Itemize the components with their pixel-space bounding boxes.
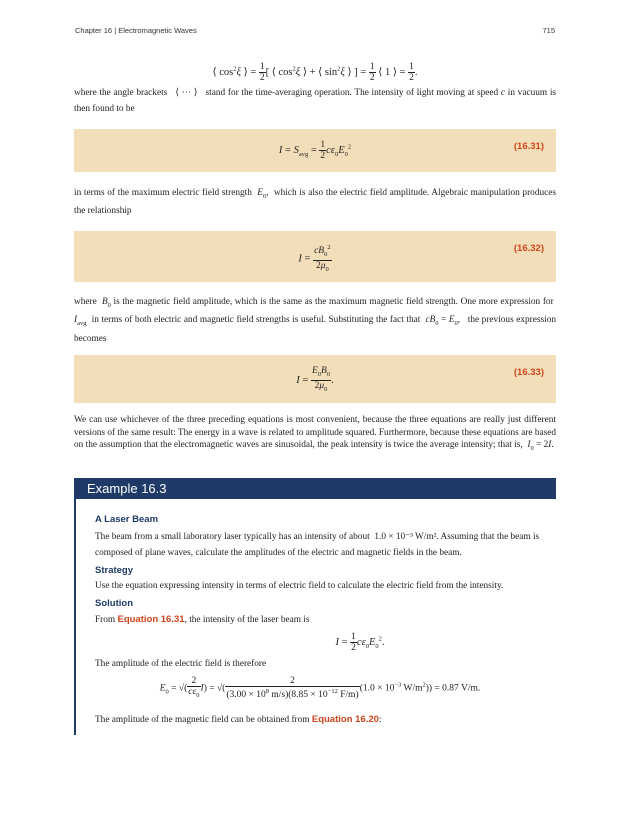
equation-16-20-link[interactable]: Equation 16.20: [311, 714, 379, 725]
amplitude-text: The amplitude of the electric field is therefore: [95, 659, 267, 669]
equation-box-16-31: [74, 129, 556, 172]
page-number: 715: [542, 26, 555, 35]
electric-field-calculation: $E_0$ = √( $\frac{2}{c\varepsilon_0}$ I) = √( $\frac{2}{(3.00 \times 10^8 m/s)(8.85 \times 10^{-12} F/m)}$ ($1.0 \times 10^{-3}$ $W/m^2)) = 0.87$ V/m.: [159, 676, 481, 701]
paragraph-magnetic-field: where $B_0$ is the magnetic field amplitude, which is the same as the maximum magnetic field strength. One more expression for $I_{avg}$ in terms of both electric and magnetic field strengths is useful. Substituting the fact that $cB_0 = E_0$, the previous expression becomes: [74, 297, 556, 344]
time-average-equation: ⟨ $\cos^2\xi$ ⟩ = $\frac{1}{2}$ [ ⟨ $\cos^2\xi$ ⟩ + ⟨ $\sin^2\xi$ ⟩ ] = $\frac{1}{2}$ ⟨ 1 ⟩ = $\frac{1}{2}$ .: [212, 62, 418, 83]
paragraph-intro: where the angle brackets ⟨ ⋯ ⟩ stand for the time-averaging operation. The intensity of light moving at speed c in vacuum is then found to be: [74, 88, 557, 114]
example-subtitle: A Laser Beam: [95, 514, 159, 525]
equation-16-33: I = $\frac{E_0B_0}{2\mu_0}$ .: [296, 366, 334, 393]
equation-number: (16.32): [513, 243, 544, 254]
paragraph-electric-field: in terms of the maximum electric field strength $E_0$, which is also the electric field amplitude. Algebraic manipulation produces the relationship: [74, 188, 556, 217]
equation-16-31: $I = S_{avg}$ = $\frac{1}{2}$ $c\varepsilon_0E_0^2$: [278, 140, 352, 161]
equation-16-32: I = $\frac{cB_0^2}{2\mu_0}$: [298, 244, 331, 273]
equation-number: (16.31): [513, 141, 544, 152]
solution-intensity-equation: I = $\frac{1}{2}$ $c\varepsilon_0E_0^2$.: [335, 632, 385, 653]
paragraph-summary: We can use whichever of the three preceding equations is most convenient, because the three equations are really just different versions of the same result: The energy in a wave is related to amplitude squared. Furthermore, because these equations are based on the assumption that the electromagnetic waves are sinusoidal, the peak intensity is twice the average intensity; that is, $I_0 = 2I$.: [74, 415, 556, 452]
example-title: Example 16.3: [74, 478, 556, 499]
magnetic-amplitude-text: The amplitude of the magnetic field can be obtained from Equation 16.20:: [95, 714, 382, 725]
equation-16-31-link[interactable]: Equation 16.31: [117, 614, 185, 625]
solution-text: From Equation 16.31, the intensity of the laser beam is: [95, 614, 310, 625]
equation-number: (16.33): [513, 367, 544, 378]
chapter-header: Chapter 16 | Electromagnetic Waves: [75, 26, 197, 35]
equation-box-16-32: [74, 231, 556, 282]
solution-heading: Solution: [95, 598, 133, 609]
strategy-heading: Strategy: [95, 565, 134, 576]
equation-box-16-33: [74, 355, 556, 403]
example-problem: The beam from a small laboratory laser typically has an intensity of about 1.0 × 10⁻³ W/m². Assuming that the beam is composed of plane waves, calculate the amplitudes of the electric and magnetic fields in the beam.: [95, 532, 540, 558]
strategy-text: Use the equation expressing intensity in terms of electric field to calculate the electric field from the intensity.: [95, 581, 504, 591]
